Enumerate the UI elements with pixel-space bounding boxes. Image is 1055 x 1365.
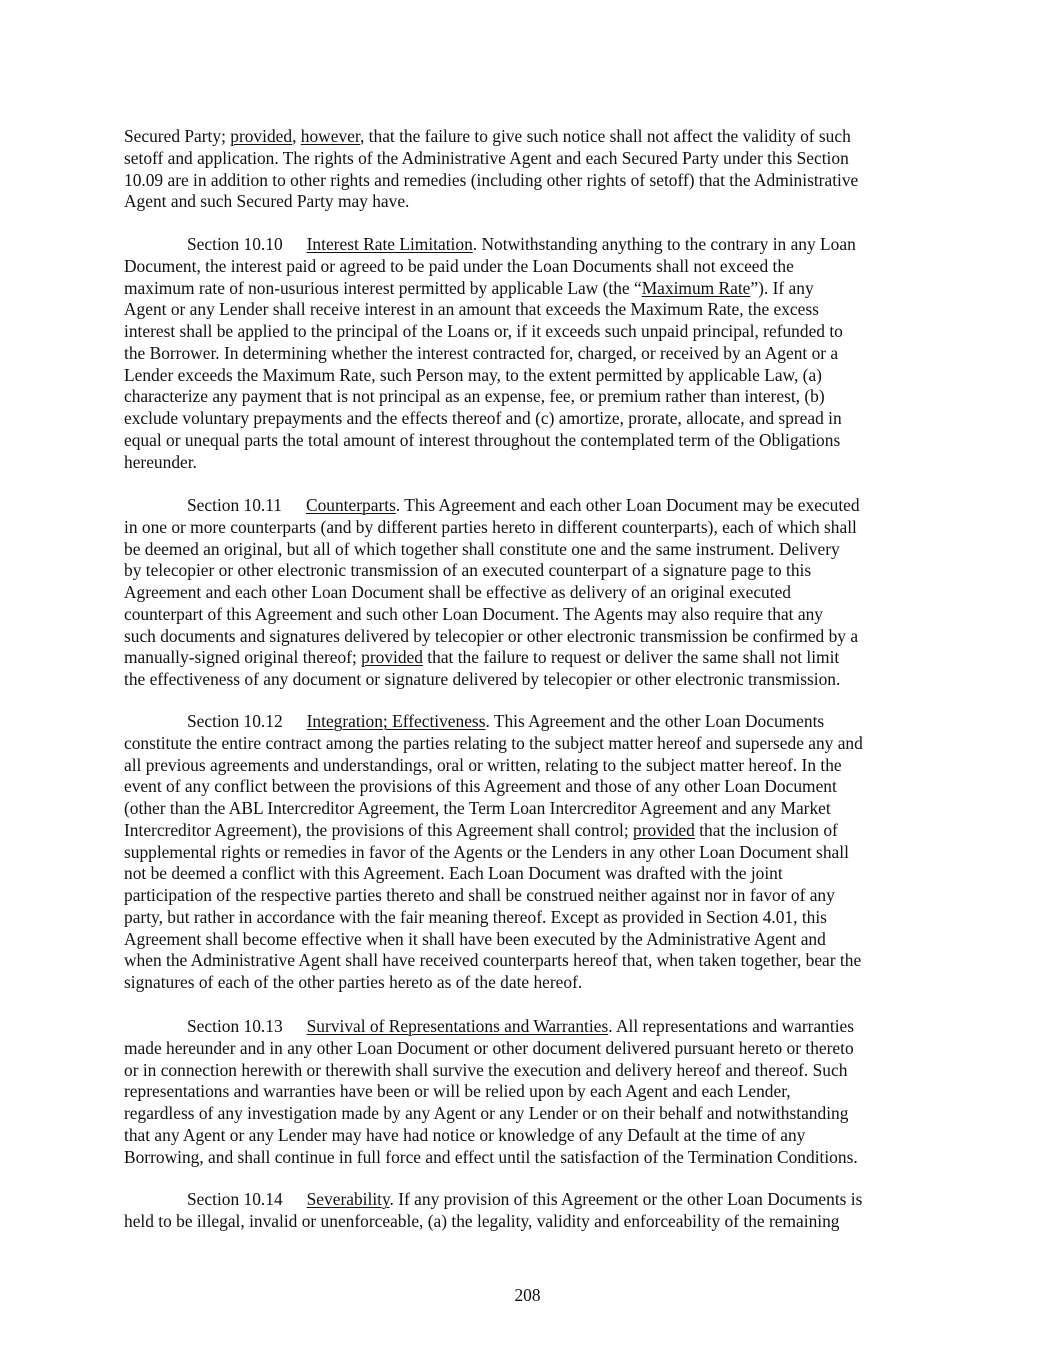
text-run: when the Administrative Agent shall have received counterparts hereof that, when taken together, bear the bbox=[124, 950, 862, 971]
text-run: held to be illegal, invalid or unenforceable, (a) the legality, validity and enforceability of the remaining bbox=[124, 1210, 840, 1231]
text-run: signatures of each of the other parties hereto as of the date hereof. bbox=[124, 972, 583, 992]
text-line bbox=[124, 126, 851, 148]
text-line bbox=[124, 733, 863, 755]
text-run: ”). If any bbox=[750, 277, 814, 298]
text-line bbox=[124, 1211, 840, 1233]
text-line bbox=[187, 1189, 862, 1211]
text-run: maximum rate of non-usurious interest permitted by applicable Law (the “ bbox=[124, 277, 642, 298]
text-line bbox=[124, 842, 849, 864]
text-run: Section 10.14 bbox=[187, 1189, 283, 1209]
text-run: by telecopier or other electronic transmission of an executed counterpart of a signature page to this bbox=[124, 560, 812, 581]
text-line bbox=[124, 604, 823, 626]
text-line bbox=[124, 1081, 791, 1103]
text-run: . All representations and warranties bbox=[608, 1016, 855, 1036]
text-line bbox=[124, 972, 582, 994]
text-run: Lender exceeds the Maximum Rate, such Person may, to the extent permitted by applicable Law, (a) bbox=[124, 364, 822, 385]
text-line bbox=[124, 386, 825, 408]
text-line bbox=[124, 907, 827, 929]
text-run: Section 10.11 bbox=[187, 495, 282, 515]
text-line bbox=[124, 430, 840, 452]
text-line bbox=[187, 234, 856, 256]
text-line bbox=[124, 1147, 858, 1169]
text-run: regardless of any investigation made by any Agent or any Lender or on their behalf and notwithstanding bbox=[124, 1103, 849, 1123]
text-line bbox=[124, 343, 838, 365]
text-run: equal or unequal parts the total amount of interest throughout the contemplated term of the Obligations bbox=[124, 429, 841, 450]
text-run: participation of the respective parties thereto and shall be construed neither against nor in favor of any bbox=[124, 885, 835, 905]
text-run: Agent and such Secured Party may have. bbox=[124, 191, 410, 212]
text-line bbox=[124, 278, 814, 300]
underlined-term: Counterparts bbox=[306, 495, 396, 515]
text-run: , that the failure to give such notice shall not affect the validity of such bbox=[359, 126, 851, 146]
text-run: Secured Party; bbox=[124, 126, 231, 146]
text-line bbox=[124, 1125, 805, 1147]
text-run: . This Agreement and the other Loan Documents bbox=[485, 711, 825, 731]
text-run: the Borrower. In determining whether the interest contracted for, charged, or received by an Agent or a bbox=[124, 342, 839, 363]
text-line bbox=[124, 755, 842, 777]
underlined-term: provided bbox=[633, 819, 695, 840]
text-run: that any Agent or any Lender may have had notice or knowledge of any Default at the time of any bbox=[124, 1124, 806, 1145]
text-run: party, but rather in accordance with the fair meaning thereof. Except as provided in Section 4.01, this bbox=[124, 906, 827, 927]
text-line bbox=[124, 626, 858, 648]
text-run: be deemed an original, but all of which together shall constitute one and the same instrument. Delivery bbox=[124, 538, 840, 559]
page-number: 208 bbox=[514, 1285, 541, 1305]
text-line bbox=[124, 365, 822, 387]
text-line bbox=[124, 408, 842, 430]
text-run: Borrowing, and shall continue in full force and effect until the satisfaction of the Termination Conditions. bbox=[124, 1146, 858, 1167]
text-run: hereunder. bbox=[124, 451, 197, 472]
text-run: 10.09 are in addition to other rights and remedies (including other rights of setoff) that the Administrative bbox=[124, 169, 859, 190]
underlined-term: provided bbox=[230, 126, 293, 146]
text-run: Agent or any Lender shall receive interest in an amount that exceeds the Maximum Rate, the excess bbox=[124, 299, 819, 320]
text-run: Agreement shall become effective when it shall have been executed by the Administrative Agent and bbox=[124, 928, 826, 949]
text-run: manually-signed original thereof; bbox=[124, 647, 362, 668]
text-run: (other than the ABL Intercreditor Agreement, the Term Loan Intercreditor Agreement and any Market bbox=[124, 798, 831, 818]
text-run: . This Agreement and each other Loan Document may be executed bbox=[395, 495, 860, 515]
text-run: or in connection herewith or therewith shall survive the execution and delivery hereof and thereof. Such bbox=[124, 1059, 848, 1080]
underlined-term: Severability bbox=[306, 1189, 390, 1209]
text-line bbox=[124, 321, 843, 343]
text-run: counterpart of this Agreement and such other Loan Document. The Agents may also require that any bbox=[124, 603, 823, 624]
text-run: event of any conflict between the provisions of this Agreement and those of any other Loan Document bbox=[124, 776, 837, 797]
text-run: Agreement and each other Loan Document shall be effective as delivery of an original executed bbox=[124, 582, 792, 602]
text-run: supplemental rights or remedies in favor of the Agents or the Lenders in any other Loan Document shall bbox=[124, 841, 849, 862]
text-line bbox=[124, 560, 811, 582]
text-run: all previous agreements and understandings, oral or written, relating to the subject matter hereof. In the bbox=[124, 754, 842, 775]
text-line bbox=[124, 820, 838, 842]
text-run: not be deemed a conflict with this Agreement. Each Loan Document was drafted with the joint bbox=[124, 863, 783, 884]
text-line bbox=[124, 1103, 848, 1125]
underlined-term: provided bbox=[361, 647, 423, 668]
text-line bbox=[124, 191, 409, 213]
text-line bbox=[124, 669, 840, 691]
text-line bbox=[124, 798, 831, 820]
text-run: interest shall be applied to the principal of the Loans or, if it exceeds such unpaid principal, refunded to bbox=[124, 321, 843, 341]
underlined-term: Integration; Effectiveness bbox=[306, 711, 486, 731]
text-run: such documents and signatures delivered by telecopier or other electronic transmission be confirmed by a bbox=[124, 625, 859, 646]
text-run: setoff and application. The rights of the Administrative Agent and each Secured Party under this Section bbox=[124, 147, 849, 168]
underlined-term: Survival of Representations and Warranties bbox=[306, 1016, 609, 1036]
text-line bbox=[124, 1038, 854, 1060]
underlined-term: however bbox=[300, 126, 360, 146]
text-run: characterize any payment that is not principal as an expense, fee, or premium rather than interest, (b) bbox=[124, 386, 825, 407]
text-line bbox=[124, 647, 839, 669]
text-line bbox=[124, 776, 837, 798]
text-run: the effectiveness of any document or signature delivered by telecopier or other electronic transmission. bbox=[124, 669, 841, 689]
text-run: . If any provision of this Agreement or the other Loan Documents is bbox=[389, 1189, 863, 1209]
text-line bbox=[187, 1016, 854, 1038]
text-run: exclude voluntary prepayments and the effects thereof and (c) amortize, prorate, allocate, and spread in bbox=[124, 408, 842, 428]
text-run: Document, the interest paid or agreed to be paid under the Loan Documents shall not exceed the bbox=[124, 255, 794, 276]
text-run: made hereunder and in any other Loan Document or other document delivered pursuant hereto or thereto bbox=[124, 1037, 854, 1058]
text-line bbox=[124, 299, 819, 321]
text-line bbox=[124, 863, 783, 885]
text-line bbox=[124, 950, 861, 972]
text-run: that the inclusion of bbox=[694, 819, 838, 840]
text-line bbox=[124, 1060, 847, 1082]
text-line bbox=[124, 885, 835, 907]
text-run: Section 10.10 bbox=[187, 234, 283, 254]
text-run: that the failure to request or deliver the same shall not limit bbox=[422, 647, 840, 668]
text-line bbox=[124, 517, 857, 539]
text-run: . Notwithstanding anything to the contrary in any Loan bbox=[472, 234, 856, 254]
text-run: , bbox=[292, 126, 301, 146]
text-line bbox=[124, 256, 794, 278]
text-line bbox=[124, 539, 840, 561]
text-line bbox=[124, 582, 791, 604]
text-run: in one or more counterparts (and by different parties hereto in different counterparts), each of which shall bbox=[124, 516, 857, 537]
text-line bbox=[124, 452, 197, 474]
text-line bbox=[187, 495, 860, 517]
text-line bbox=[124, 148, 849, 170]
text-run: representations and warranties have been or will be relied upon by each Agent and each Lender, bbox=[124, 1081, 791, 1102]
text-line bbox=[124, 929, 826, 951]
text-line bbox=[187, 711, 824, 733]
underlined-term: Maximum Rate bbox=[641, 277, 751, 298]
text-run: Intercreditor Agreement), the provisions of this Agreement shall control; bbox=[124, 819, 634, 840]
text-run: Section 10.13 bbox=[187, 1016, 283, 1036]
text-run: constitute the entire contract among the parties relating to the subject matter hereof and supersede any and bbox=[124, 732, 863, 753]
text-run: Section 10.12 bbox=[187, 711, 283, 731]
underlined-term: Interest Rate Limitation bbox=[306, 234, 473, 254]
text-line bbox=[124, 170, 858, 192]
